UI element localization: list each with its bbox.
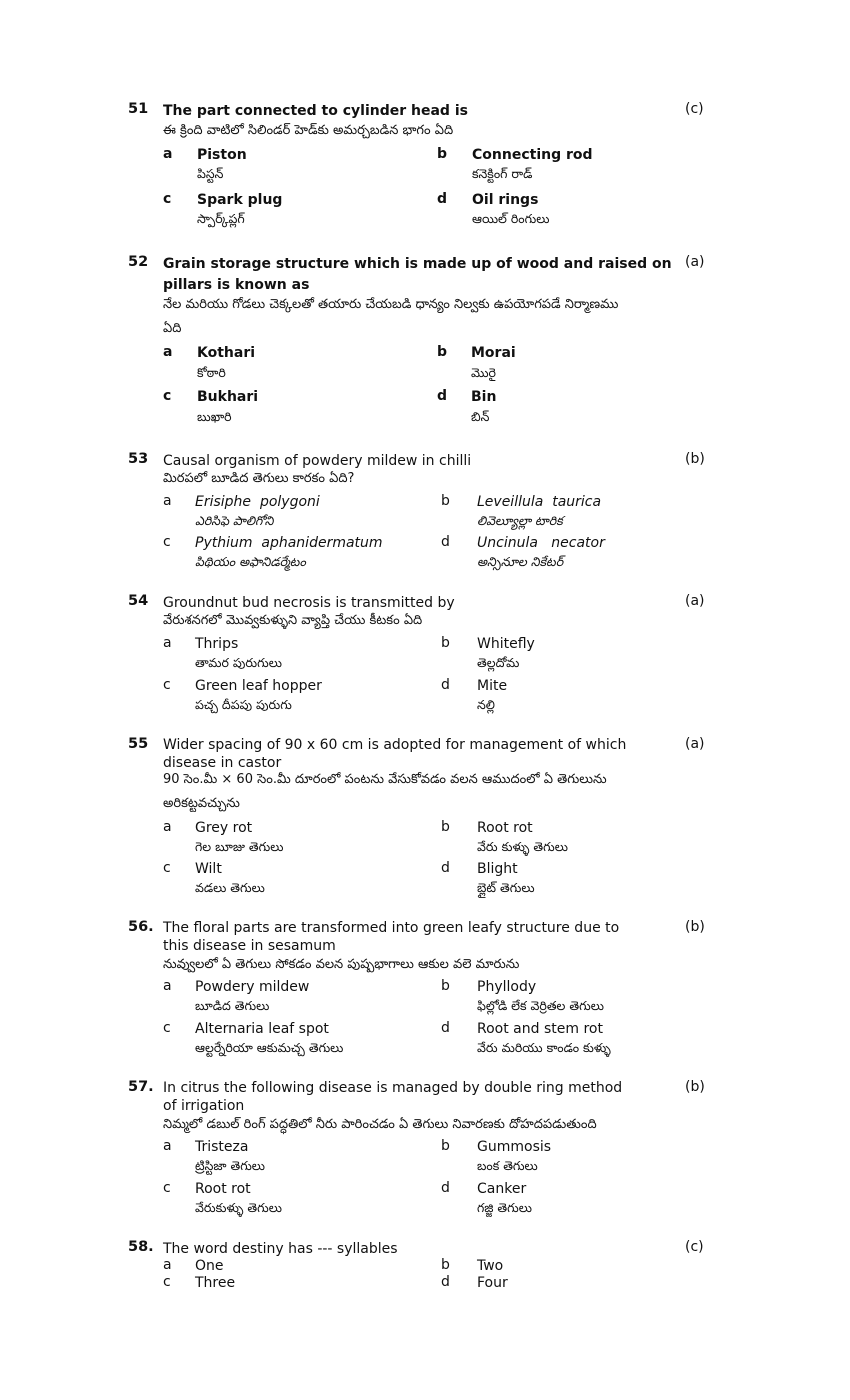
option-c: Three	[195, 1275, 236, 1291]
option-c-telugu: పిథియం అఫానిడర్మేటం	[195, 554, 306, 569]
option-d: Uncinula necator	[477, 535, 605, 551]
option-a: Grey rot	[195, 820, 253, 836]
question-text-telugu: నువ్వులలో ఏ తెగులు సోకడం వలన పుష్పభాగాలు ఆకుల వలె మారును	[163, 957, 520, 972]
question-text: The part connected to cylinder head is	[163, 103, 468, 119]
option-d: Mite	[477, 678, 508, 694]
option-letter: a	[163, 344, 173, 360]
option-letter: a	[163, 978, 172, 994]
option-a: Powdery mildew	[195, 979, 310, 995]
question-text: Causal organism of powdery mildew in chilli	[163, 453, 472, 469]
question-text: The floral parts are transformed into green leafy structure due to this disease in sesamum	[163, 920, 620, 954]
option-d-telugu: గజ్జి తెగులు	[477, 1200, 532, 1215]
option-b-telugu: బంక తెగులు	[477, 1158, 538, 1173]
option-letter: b	[441, 978, 450, 994]
option-a: Tristeza	[195, 1139, 249, 1155]
option-letter: a	[163, 146, 173, 162]
option-b: Connecting rod	[472, 147, 593, 163]
option-letter: d	[441, 534, 450, 550]
option-a: Piston	[197, 147, 247, 163]
answer-key: (c)	[685, 101, 704, 117]
question-number: 56.	[128, 919, 154, 935]
answer-key: (b)	[685, 451, 705, 467]
question-number: 55	[128, 736, 149, 752]
option-letter: a	[163, 819, 172, 835]
option-letter: a	[163, 1138, 172, 1154]
option-letter: d	[441, 677, 450, 693]
option-c-telugu: ఆల్టర్నేరియా ఆకుమచ్చ తెగులు	[195, 1040, 344, 1055]
answer-key: (a)	[685, 736, 705, 752]
option-b-telugu: వేరు కుళ్ళు తెగులు	[477, 839, 568, 854]
option-c: Spark plug	[197, 192, 283, 208]
option-d-telugu: నల్లి	[477, 697, 495, 712]
option-d: Bin	[471, 389, 497, 405]
option-c: Bukhari	[197, 389, 259, 405]
option-c: Wilt	[195, 861, 222, 877]
question-text: Groundnut bud necrosis is transmitted by	[163, 595, 455, 611]
option-letter: c	[163, 191, 172, 207]
option-c-telugu: బుఖారి	[197, 409, 232, 424]
option-letter: b	[441, 1138, 450, 1154]
option-letter: d	[441, 1020, 450, 1036]
option-letter: b	[441, 635, 450, 651]
option-b-telugu: తెల్లదోమ	[477, 655, 520, 670]
option-b: Gummosis	[477, 1139, 552, 1155]
option-c-telugu: పచ్చ దీపపు పురుగు	[195, 697, 292, 712]
option-a-telugu: కోఠారి	[197, 365, 226, 380]
option-b: Two	[477, 1258, 504, 1274]
option-d: Blight	[477, 861, 518, 877]
question-text-telugu: 90 సెం.మీ × 60 సెం.మీ దూరంలో పంటను వేసుకోవడం వలన ఆముదంలో ఏ తెగులును అరికట్టవచ్చును	[163, 772, 607, 811]
question-number: 52	[128, 254, 149, 270]
question-text: In citrus the following disease is managed by double ring method of irrigation	[163, 1080, 623, 1114]
option-letter: d	[441, 1274, 450, 1290]
option-letter: a	[163, 635, 172, 651]
option-d: Oil rings	[472, 192, 539, 208]
option-b-telugu: ఫిల్లోడి లేక వెర్రితల తెగులు	[477, 998, 604, 1013]
option-a: Thrips	[195, 636, 239, 652]
option-b: Phyllody	[477, 979, 537, 995]
question-number: 54	[128, 593, 149, 609]
option-d-telugu: బ్లైట్ తెగులు	[477, 880, 535, 895]
answer-key: (a)	[685, 593, 705, 609]
option-c: Root rot	[195, 1181, 251, 1197]
option-d-telugu: అన్సినూల నికేటర్	[477, 554, 564, 569]
option-d-telugu: ఆయిల్ రింగులు	[472, 211, 550, 226]
option-d: Canker	[477, 1181, 527, 1197]
option-letter: b	[441, 819, 450, 835]
option-d-telugu: బిన్	[471, 409, 490, 424]
option-letter: b	[441, 1257, 450, 1273]
option-a-telugu: పిస్టన్	[197, 166, 224, 181]
option-letter: c	[163, 1180, 171, 1196]
option-d: Four	[477, 1275, 508, 1291]
option-a-telugu: ఎరిసిఫె పాలిగోని	[195, 513, 274, 528]
option-letter: c	[163, 1274, 171, 1290]
question-text-telugu: నిమ్మలో డబుల్ రింగ్ పద్ధతిలో నీరు పారించడం ఏ తెగులు నివారణకు దోహదపడుతుంది	[163, 1117, 597, 1132]
question-number: 57.	[128, 1079, 154, 1095]
question-text: Wider spacing of 90 x 60 cm is adopted for management of which disease in castor	[163, 737, 627, 771]
answer-key: (a)	[685, 254, 705, 270]
option-b: Leveillula taurica	[477, 494, 602, 510]
question-text: The word destiny has --- syllables	[163, 1241, 398, 1257]
option-d-telugu: వేరు మరియు కాండం కుళ్ళు	[477, 1040, 611, 1055]
option-letter: d	[441, 1180, 450, 1196]
option-b: Root rot	[477, 820, 533, 836]
answer-key: (b)	[685, 919, 705, 935]
option-letter: d	[441, 860, 450, 876]
option-a-telugu: ట్రిస్టిజా తెగులు	[195, 1158, 265, 1173]
option-a: Erisiphe polygoni	[195, 494, 320, 510]
option-letter: a	[163, 493, 172, 509]
option-letter: c	[163, 677, 171, 693]
option-letter: b	[441, 493, 450, 509]
option-a-telugu: బూడిద తెగులు	[195, 998, 270, 1013]
answer-key: (b)	[685, 1079, 705, 1095]
question-text-telugu: మిరపలో బూడిద తెగులు కారకం ఏది?	[163, 471, 355, 486]
question-text-telugu: వేరుశనగలో మొవ్వకుళ్ళుని వ్యాప్తి చేయు కీటకం ఏది	[163, 613, 423, 628]
option-c: Alternaria leaf spot	[195, 1021, 329, 1037]
option-c: Pythium aphanidermatum	[195, 535, 383, 551]
option-c-telugu: స్పార్క్‌ప్లగ్	[197, 211, 245, 226]
answer-key: (c)	[685, 1239, 704, 1255]
option-a: One	[195, 1258, 224, 1274]
option-b: Whitefly	[477, 636, 535, 652]
question-text-telugu: నేల మరియు గోడలు చెక్కలతో తయారు చేయబడి ధాన్యం నిల్వకు ఉపయోగపడే నిర్మాణము ఏది	[163, 297, 619, 336]
question-number: 51	[128, 101, 149, 117]
option-a-telugu: గెల బూజు తెగులు	[195, 839, 284, 854]
question-text-telugu: ఈ క్రింది వాటిలో సిలిండర్ హెడ్‌కు అమర్చబడిన భాగం ఏది	[163, 123, 454, 138]
question-number: 53	[128, 451, 149, 467]
option-b-telugu: మొరై	[471, 365, 496, 380]
option-c: Green leaf hopper	[195, 678, 322, 694]
option-c-telugu: వేరుకుళ్ళు తెగులు	[195, 1200, 282, 1215]
question-text: Grain storage structure which is made up of wood and raised on pillars is known as	[163, 256, 672, 293]
question-number: 58.	[128, 1239, 154, 1255]
option-letter: d	[437, 191, 448, 207]
option-letter: c	[163, 860, 171, 876]
option-letter: c	[163, 388, 172, 404]
option-letter: c	[163, 534, 171, 550]
option-letter: c	[163, 1020, 171, 1036]
option-letter: d	[437, 388, 448, 404]
option-b-telugu: కనెక్టింగ్ రాడ్	[472, 166, 533, 181]
option-a-telugu: తామర పురుగులు	[195, 655, 282, 670]
option-letter: a	[163, 1257, 172, 1273]
option-c-telugu: వడలు తెగులు	[195, 880, 265, 895]
option-b-telugu: లివెల్యూల్లా టారిక	[477, 513, 563, 528]
option-letter: b	[437, 344, 448, 360]
option-b: Morai	[471, 345, 516, 361]
option-a: Kothari	[197, 345, 256, 361]
option-letter: b	[437, 146, 448, 162]
option-d: Root and stem rot	[477, 1021, 603, 1037]
